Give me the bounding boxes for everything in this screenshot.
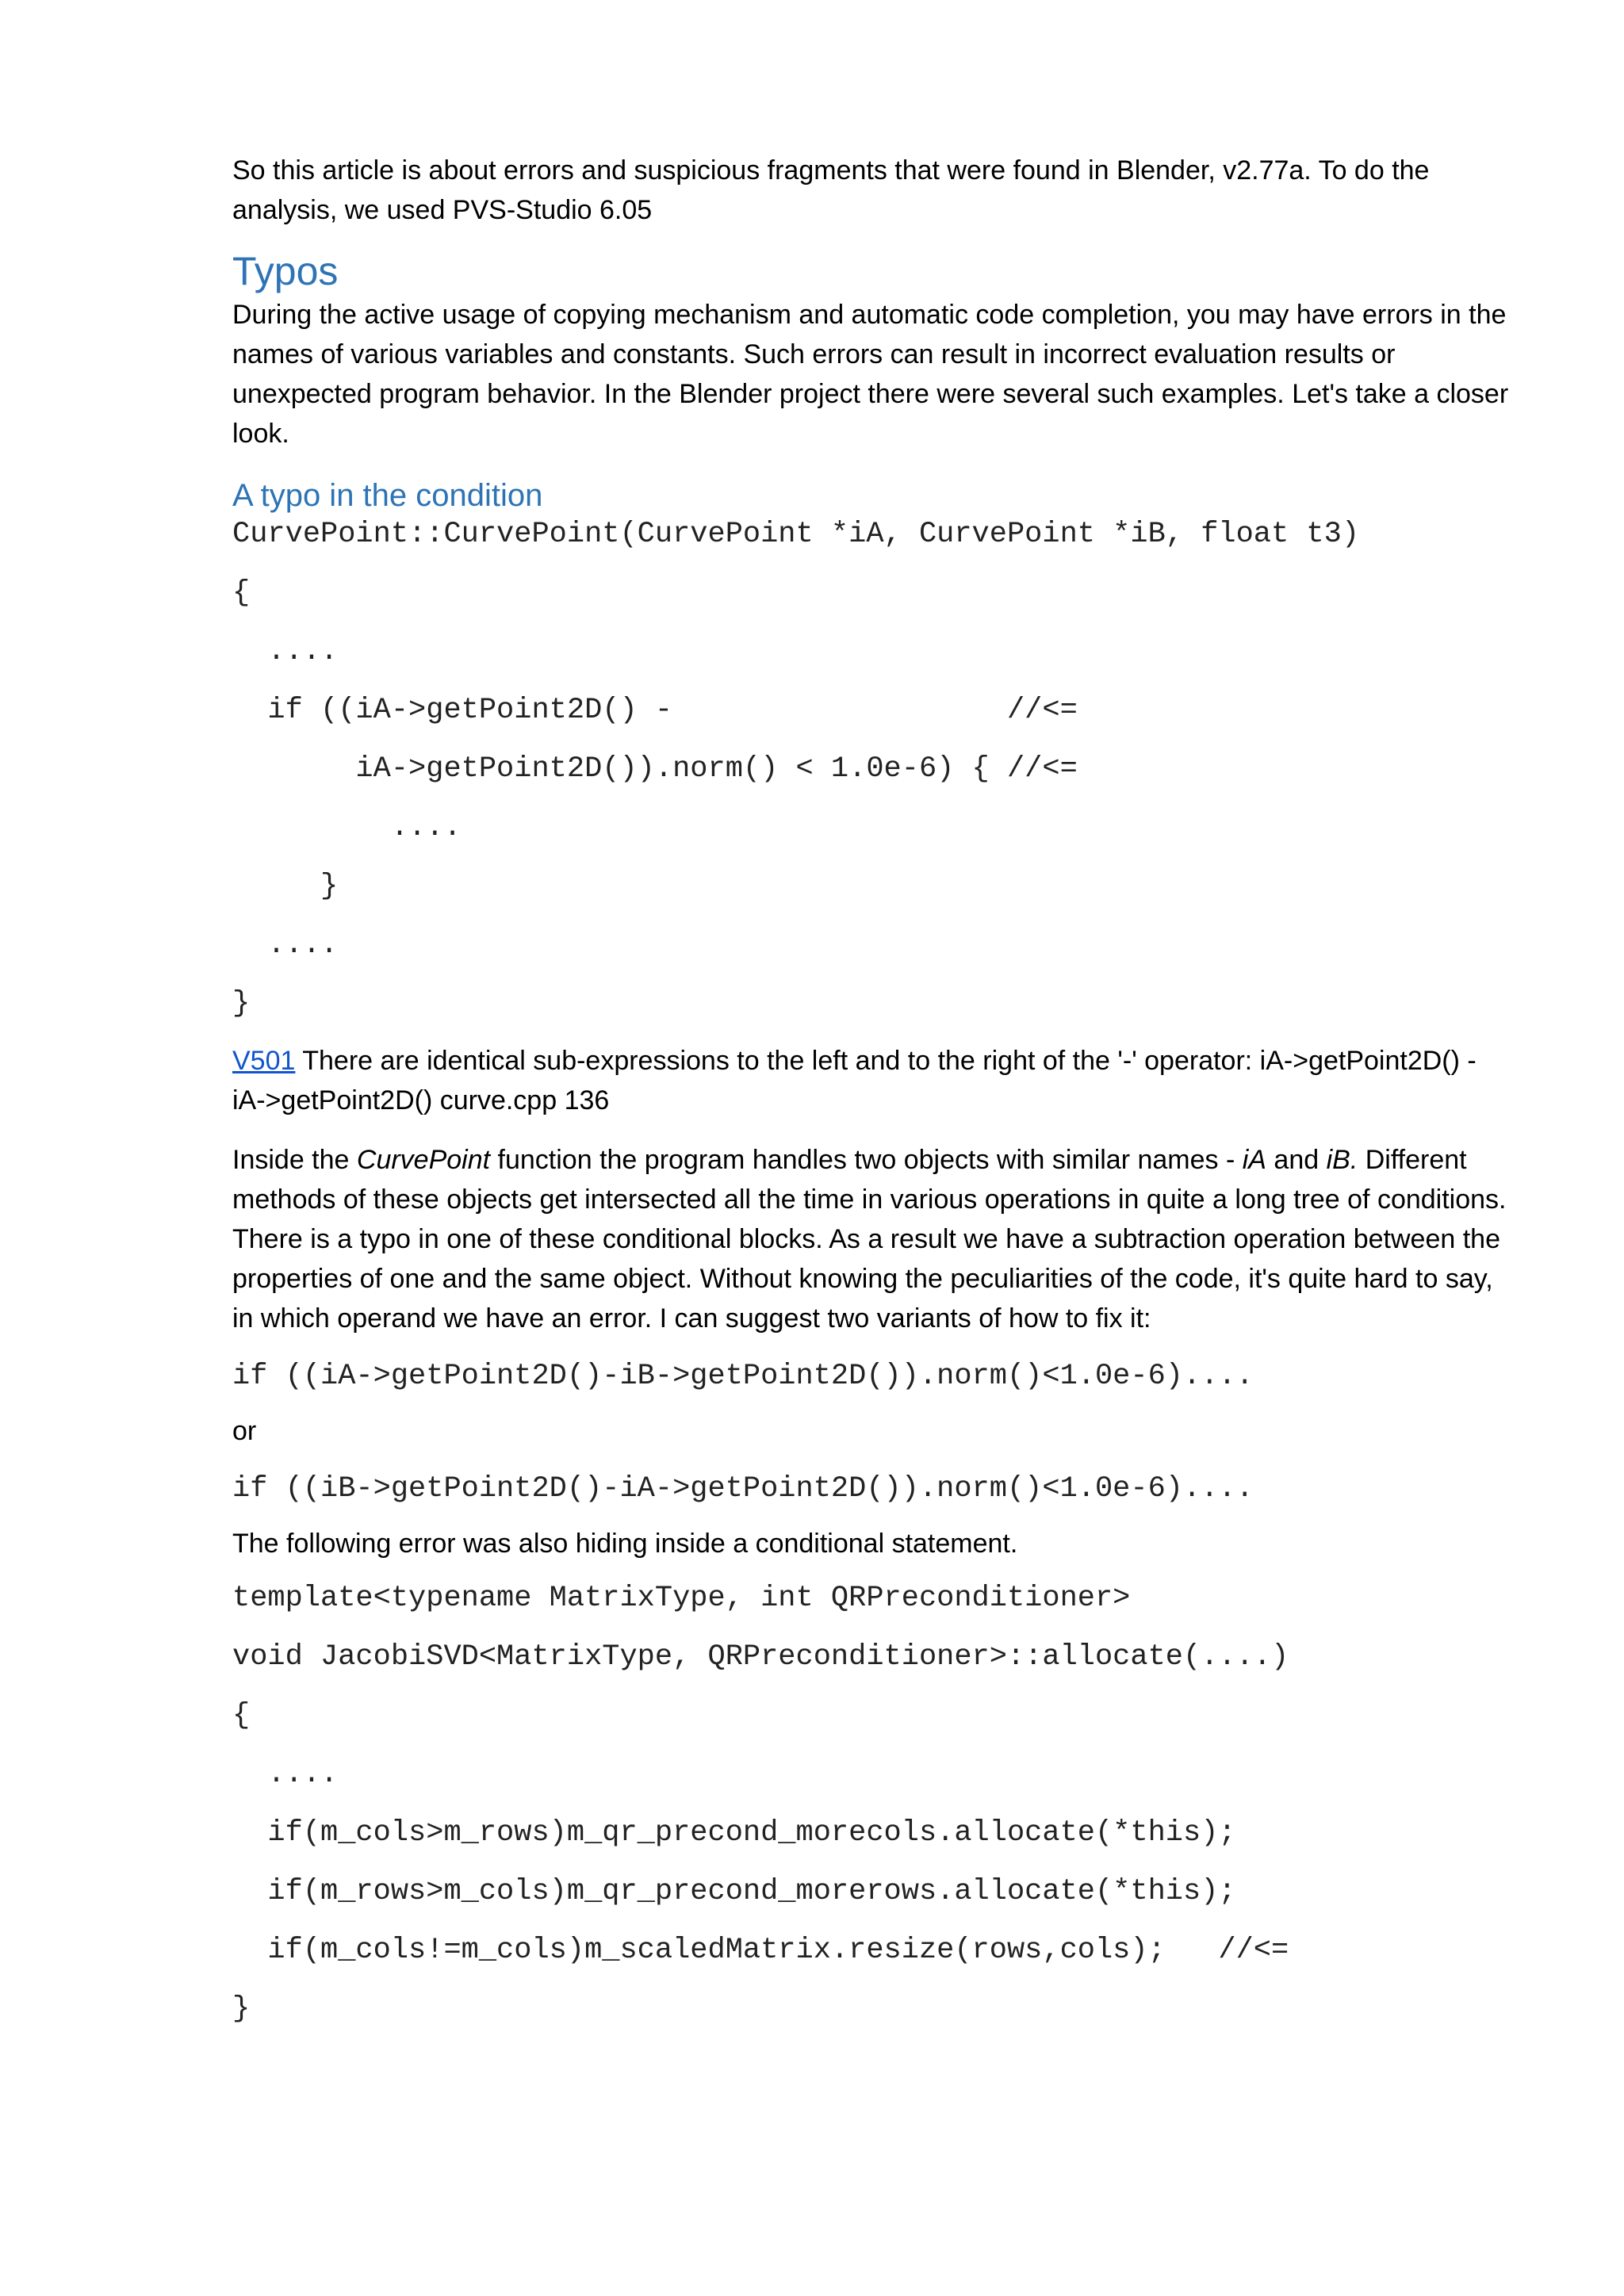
analysis-text: Inside the (232, 1145, 357, 1175)
analysis-paragraph (232, 1140, 1509, 1338)
code-block-jacobisvd (232, 1581, 1509, 2026)
analysis-var-ib: iB. (1326, 1145, 1358, 1175)
code-line: { (232, 1699, 251, 1732)
code-line: void JacobiSVD<MatrixType, QRPreconditioner>::allocate(....) (232, 1640, 1289, 1674)
analysis-func-name: CurvePoint (356, 1145, 491, 1175)
typos-paragraph: During the active usage of copying mechanism and automatic code completion, you may have errors in the names of various variables and constants. Such errors can result in incorrect evaluation results or unexpected program behavior. In the Blender project there were several such examples. Let's take a closer look. (232, 300, 1509, 449)
fix-variant-1: if ((iA->getPoint2D()-iB->getPoint2D()).norm()<1.0e-6).... (232, 1360, 1254, 1393)
fix-variant-2: if ((iB->getPoint2D()-iA->getPoint2D()).norm()<1.0e-6).... (232, 1472, 1254, 1506)
intro-paragraph: So this article is about errors and suspicious fragments that were found in Blender, v2.77a. To do the analysis, we used PVS-Studio 6.05 (232, 155, 1430, 225)
code-line: iA->getPoint2D()).norm() < 1.0e-6) { //<= (232, 752, 1078, 786)
code-line: } (232, 987, 251, 1020)
warning-paragraph (232, 1041, 1509, 1120)
v501-link[interactable]: V501 (232, 1046, 296, 1076)
code-line: template<typename MatrixType, int QRPreconditioner> (232, 1582, 1131, 1615)
code-line: .... (232, 635, 339, 668)
subsection-heading: A typo in the condition (232, 478, 543, 513)
code-block-curvepoint (232, 517, 1509, 1021)
following-paragraph: The following error was also hiding inside a conditional statement. (232, 1529, 1018, 1559)
analysis-var-ia: iA (1242, 1145, 1266, 1175)
analysis-text: Different methods of these objects get intersected all the time in various operations in quite a long tree of conditions. There is a typo in one of these conditional blocks. As a result we have a subtraction operation between the properties of one and the same object. Without knowing the peculiarities of the code, it's quite hard to say, in which operand we have an error. I can suggest two variants of how to fix it: (232, 1145, 1507, 1334)
code-line: if(m_cols!=m_cols)m_scaledMatrix.resize(rows,cols); //<= (232, 1934, 1289, 1967)
code-line: if ((iA->getPoint2D() - //<= (232, 694, 1078, 727)
code-line: .... (232, 928, 339, 962)
section-heading-typos: Typos (232, 249, 339, 293)
analysis-text: function the program handles two objects with similar names - (490, 1145, 1243, 1175)
code-line: { (232, 576, 251, 610)
analysis-text: and (1266, 1145, 1327, 1175)
code-line: .... (232, 1758, 339, 1791)
code-line: if(m_rows>m_cols)m_qr_precond_morerows.allocate(*this); (232, 1875, 1236, 1908)
code-line: } (232, 870, 339, 903)
code-line: .... (232, 811, 462, 844)
code-line: if(m_cols>m_rows)m_qr_precond_morecols.allocate(*this); (232, 1816, 1236, 1850)
article-body (232, 151, 1509, 2026)
code-line: } (232, 1992, 251, 2026)
warning-text: There are identical sub-expressions to the left and to the right of the '-' operator: iA->getPoint2D() - iA->getPoint2D() curve.cpp 136 (232, 1046, 1477, 1115)
or-text: or (232, 1416, 257, 1446)
code-line: CurvePoint::CurvePoint(CurvePoint *iA, CurvePoint *iB, float t3) (232, 518, 1360, 551)
